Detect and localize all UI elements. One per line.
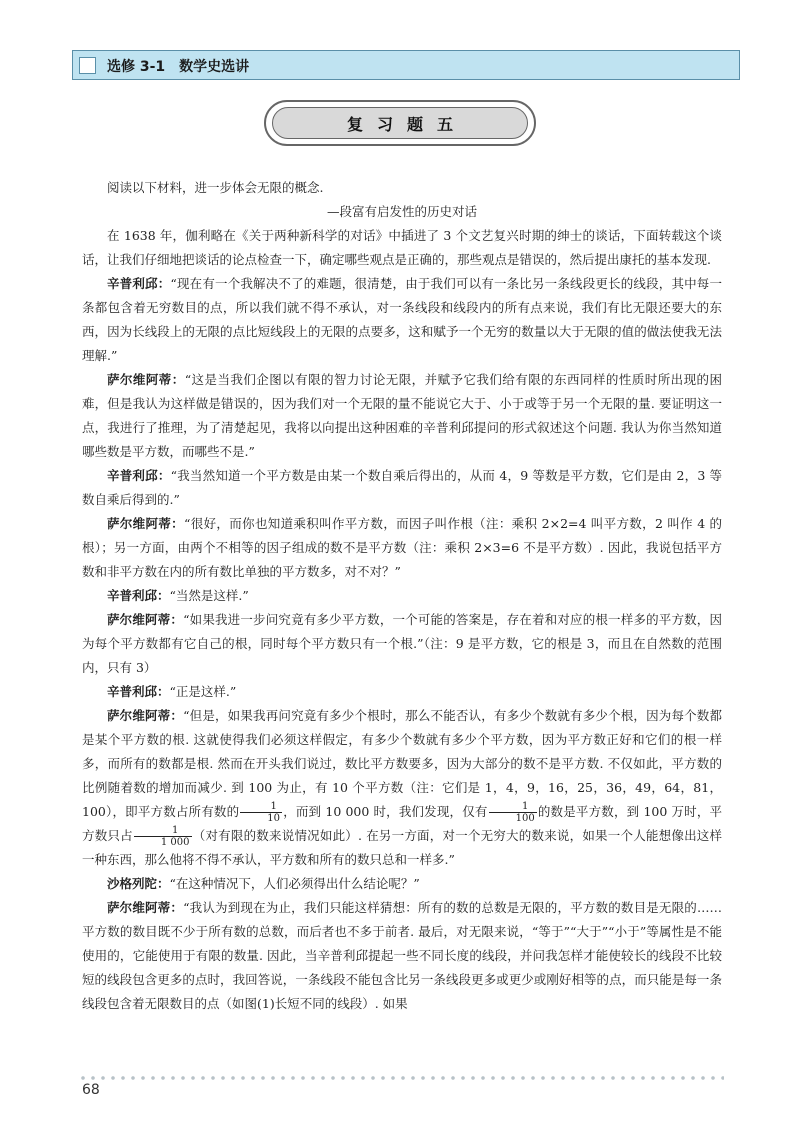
dialogue-paragraph <box>82 368 722 464</box>
speech-text: 的数是平方数，到 100 万时，平方数只占 <box>82 804 723 843</box>
speech-text: “很好，而你也知道乘积叫作平方数，而因子叫作根（注：乘积 2×2=4 叫平方数，2 叫作 4 的根）；另一方面，由两个不相等的因子组成的数不是平方数（注：乘积 2×3=6 不是平方数）. 因此，我说包括平方数和非平方数在内的所有数比单独的平方数多，对不对？” <box>82 516 722 579</box>
dialogue-paragraph <box>82 896 722 1016</box>
intro-paragraph: 阅读以下材料，进一步体会无限的概念. <box>107 180 324 195</box>
section-title: 复习题五 <box>346 114 467 134</box>
chapter-header-label: 选修 3-1 数学史选讲 <box>107 59 250 75</box>
speech-text: “我认为到现在为止，我们只能这样猜想：所有的数的总数是无限的，平方数的数目是无限的……平方数的数目既不少于所有数的总数，而后者也不多于前者. 最后，对无限来说，“等于”“大于”“小于”等属性是不能使用的，它能使用于有限的数量. 因此，当辛普利邱提起一些不同长度的线段，并问我怎样才能使较长的线段不比较短的线段包含更多的点时，我回答说，一条线段不能包含比另一条线段更多或更少或刚好相等的点，而只能是每一条线段包含着无限数目的点（如图(1)长短不同的线段）. 如果 <box>82 900 722 1011</box>
chapter-header-bar <box>72 50 740 80</box>
dialogue-paragraph <box>82 872 722 896</box>
dialogue-paragraph <box>82 464 722 512</box>
fraction-denominator: 10 <box>267 813 281 824</box>
fraction-one-tenth <box>240 801 282 824</box>
fraction-one-thousandth <box>134 825 192 848</box>
speech-text: “但是，如果我再问究竟有多少个根时，那么不能否认，有多少个数就有多少个根，因为每个数都是某个平方数的根. 这就使得我们必须这样假定，有多少个数就有多少个平方数，因为平方数正好和它们的根一样多，而所有的数都是根. 然而在开头我们说过，数比平方数要多，因为大部分的数不是平方数. 不仅如此，平方数的比例随着数的增加而减少. 到 100 为止，有 10 个平方数（注：它们是 1，4，9，16，25，36，49，64，81，100），即平方数占所有数的 <box>82 708 722 819</box>
speaker-name: 辛普利邱： <box>107 468 171 483</box>
context-paragraph: 在 1638 年，伽利略在《关于两种新科学的对话》中插进了 3 个文艺复兴时期的绅士的谈话，下面转载这个谈话，让我们仔细地把谈话的论点检查一下，确定哪些观点是正确的，那些观点是错误的，然后提出康托的基本发现. <box>82 228 722 267</box>
fraction-numerator: 1 <box>134 825 192 837</box>
speaker-name: 沙格列陀： <box>107 876 170 891</box>
speaker-name: 辛普利邱： <box>107 588 170 603</box>
speaker-name: 萨尔维阿蒂： <box>107 612 184 627</box>
dialogue-paragraph <box>82 272 722 368</box>
speech-text: “当然是这样.” <box>169 588 249 603</box>
speaker-name: 辛普利邱： <box>107 684 170 699</box>
body-text <box>82 176 722 1016</box>
dialogue-subtitle: —段富有启发性的历史对话 <box>326 204 477 219</box>
fraction-numerator: 1 <box>240 801 282 813</box>
dialogue-paragraph <box>82 680 722 704</box>
footer-dotted-rule <box>78 1074 724 1082</box>
speech-text: “正是这样.” <box>169 684 237 699</box>
section-title-plate <box>264 100 536 146</box>
speaker-name: 萨尔维阿蒂： <box>107 900 184 915</box>
speaker-name: 萨尔维阿蒂： <box>107 708 184 723</box>
speaker-name: 辛普利邱： <box>107 276 171 291</box>
dialogue-paragraph <box>82 704 722 872</box>
speech-text: “如果我进一步问究竟有多少平方数，一个可能的答案是，存在着和对应的根一样多的平方数，因为每个平方数都有它自己的根，同时每个平方数只有一个根.”（注：9 是平方数，它的根是 3，而且在自然数的范围内，只有 3） <box>82 612 722 675</box>
fraction-denominator: 1 000 <box>160 837 190 848</box>
fraction-denominator: 100 <box>515 813 535 824</box>
dialogue-paragraph <box>82 608 722 680</box>
dialogue-paragraph <box>82 584 722 608</box>
speech-text: “现在有一个我解决不了的难题，很清楚，由于我们可以有一条比另一条线段更长的线段，其中每一条都包含着无穷数目的点，所以我们就不得不承认，对一条线段和线段内的所有点来说，我们有比无限还要大的东西，因为长线段上的无限的点比短线段上的无限的点要多，这和赋予一个无穷的数量以大于无限的值的做法使我无法理解.” <box>82 276 722 363</box>
speech-text: “我当然知道一个平方数是由某一个数自乘后得出的，从而 4，9 等数是平方数，它们是由 2，3 等数自乘后得到的.” <box>82 468 722 507</box>
section-title-inner <box>272 107 528 139</box>
speaker-name: 萨尔维阿蒂： <box>107 372 185 387</box>
speech-text: “在这种情况下，人们必须得出什么结论呢？” <box>169 876 420 891</box>
speaker-name: 萨尔维阿蒂： <box>107 516 185 531</box>
speech-text: “这是当我们企图以有限的智力讨论无限，并赋予它我们给有限的东西同样的性质时所出现的困难，但是我认为这样做是错误的，因为我们对一个无限的量不能说它大于、小于或等于另一个无限的量. 要证明这一点，我进行了推理，为了清楚起见，我将以向提出这种困难的辛普利邱提问的形式叙述这个问题. 我认为你当然知道哪些数是平方数，而哪些不是.” <box>82 372 722 459</box>
fraction-one-hundredth <box>489 801 537 824</box>
speech-text: （对有限的数来说情况如此）. 在另一方面，对一个无穷大的数来说，如果一个人能想像出这样一种东西，那么他将不得不承认，平方数和所有的数只总和一样多.” <box>82 828 722 867</box>
dialogue-paragraph <box>82 512 722 584</box>
speech-text: ，而到 10 000 时，我们发现，仅有 <box>283 804 488 819</box>
header-square-icon <box>79 57 96 74</box>
fraction-numerator: 1 <box>489 801 537 813</box>
page-number: 68 <box>82 1082 100 1098</box>
